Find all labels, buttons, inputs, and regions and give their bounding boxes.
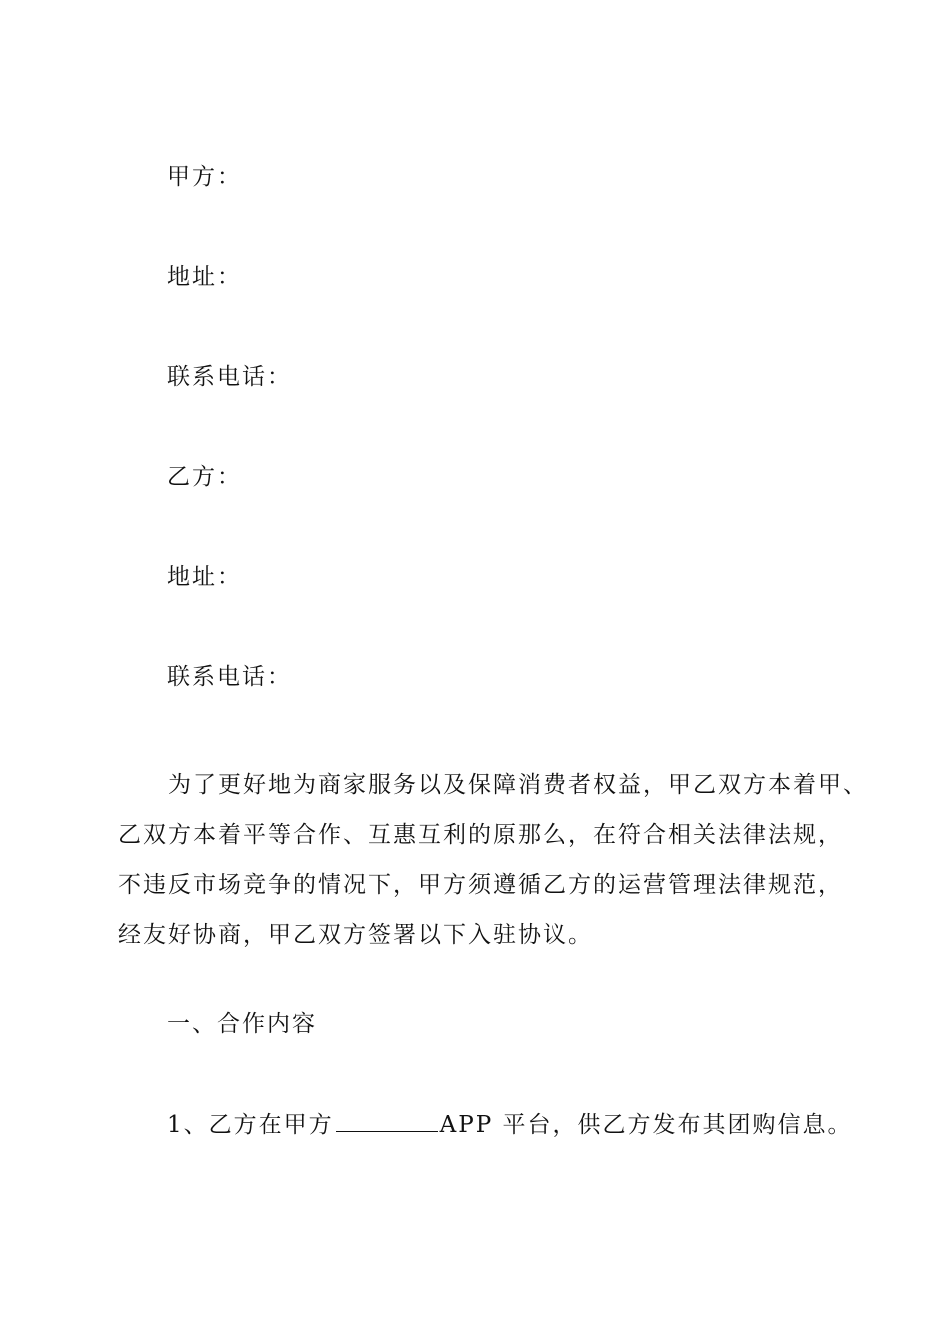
clause-1 [167, 1109, 853, 1140]
party-a-address-label: 地址： [167, 264, 242, 290]
fill-in-blank [336, 1109, 438, 1132]
party-b-address-label: 地址： [167, 564, 242, 590]
section-heading: 一、合作内容 [167, 1011, 317, 1037]
party-a-label: 甲方： [167, 164, 242, 190]
party-b-phone-label: 联系电话： [167, 664, 292, 690]
preamble-line: 乙双方本着平等合作、互惠互利的原那么，在符合相关法律法规， [118, 822, 843, 848]
preamble-line: 为了更好地为商家服务以及保障消费者权益，甲乙双方本着甲、 [168, 772, 868, 798]
clause-1-suffix: APP 平台，供乙方发布其团购信息。 [439, 1112, 853, 1138]
clause-1-prefix: 1、乙方在甲方 [167, 1112, 334, 1138]
party-a-phone-label: 联系电话： [167, 364, 292, 390]
preamble-paragraph [118, 760, 868, 960]
preamble-line: 不违反市场竞争的情况下，甲方须遵循乙方的运营管理法律规范， [118, 872, 843, 898]
party-b-label: 乙方： [167, 464, 242, 490]
preamble-line: 经友好协商，甲乙双方签署以下入驻协议。 [118, 922, 593, 948]
